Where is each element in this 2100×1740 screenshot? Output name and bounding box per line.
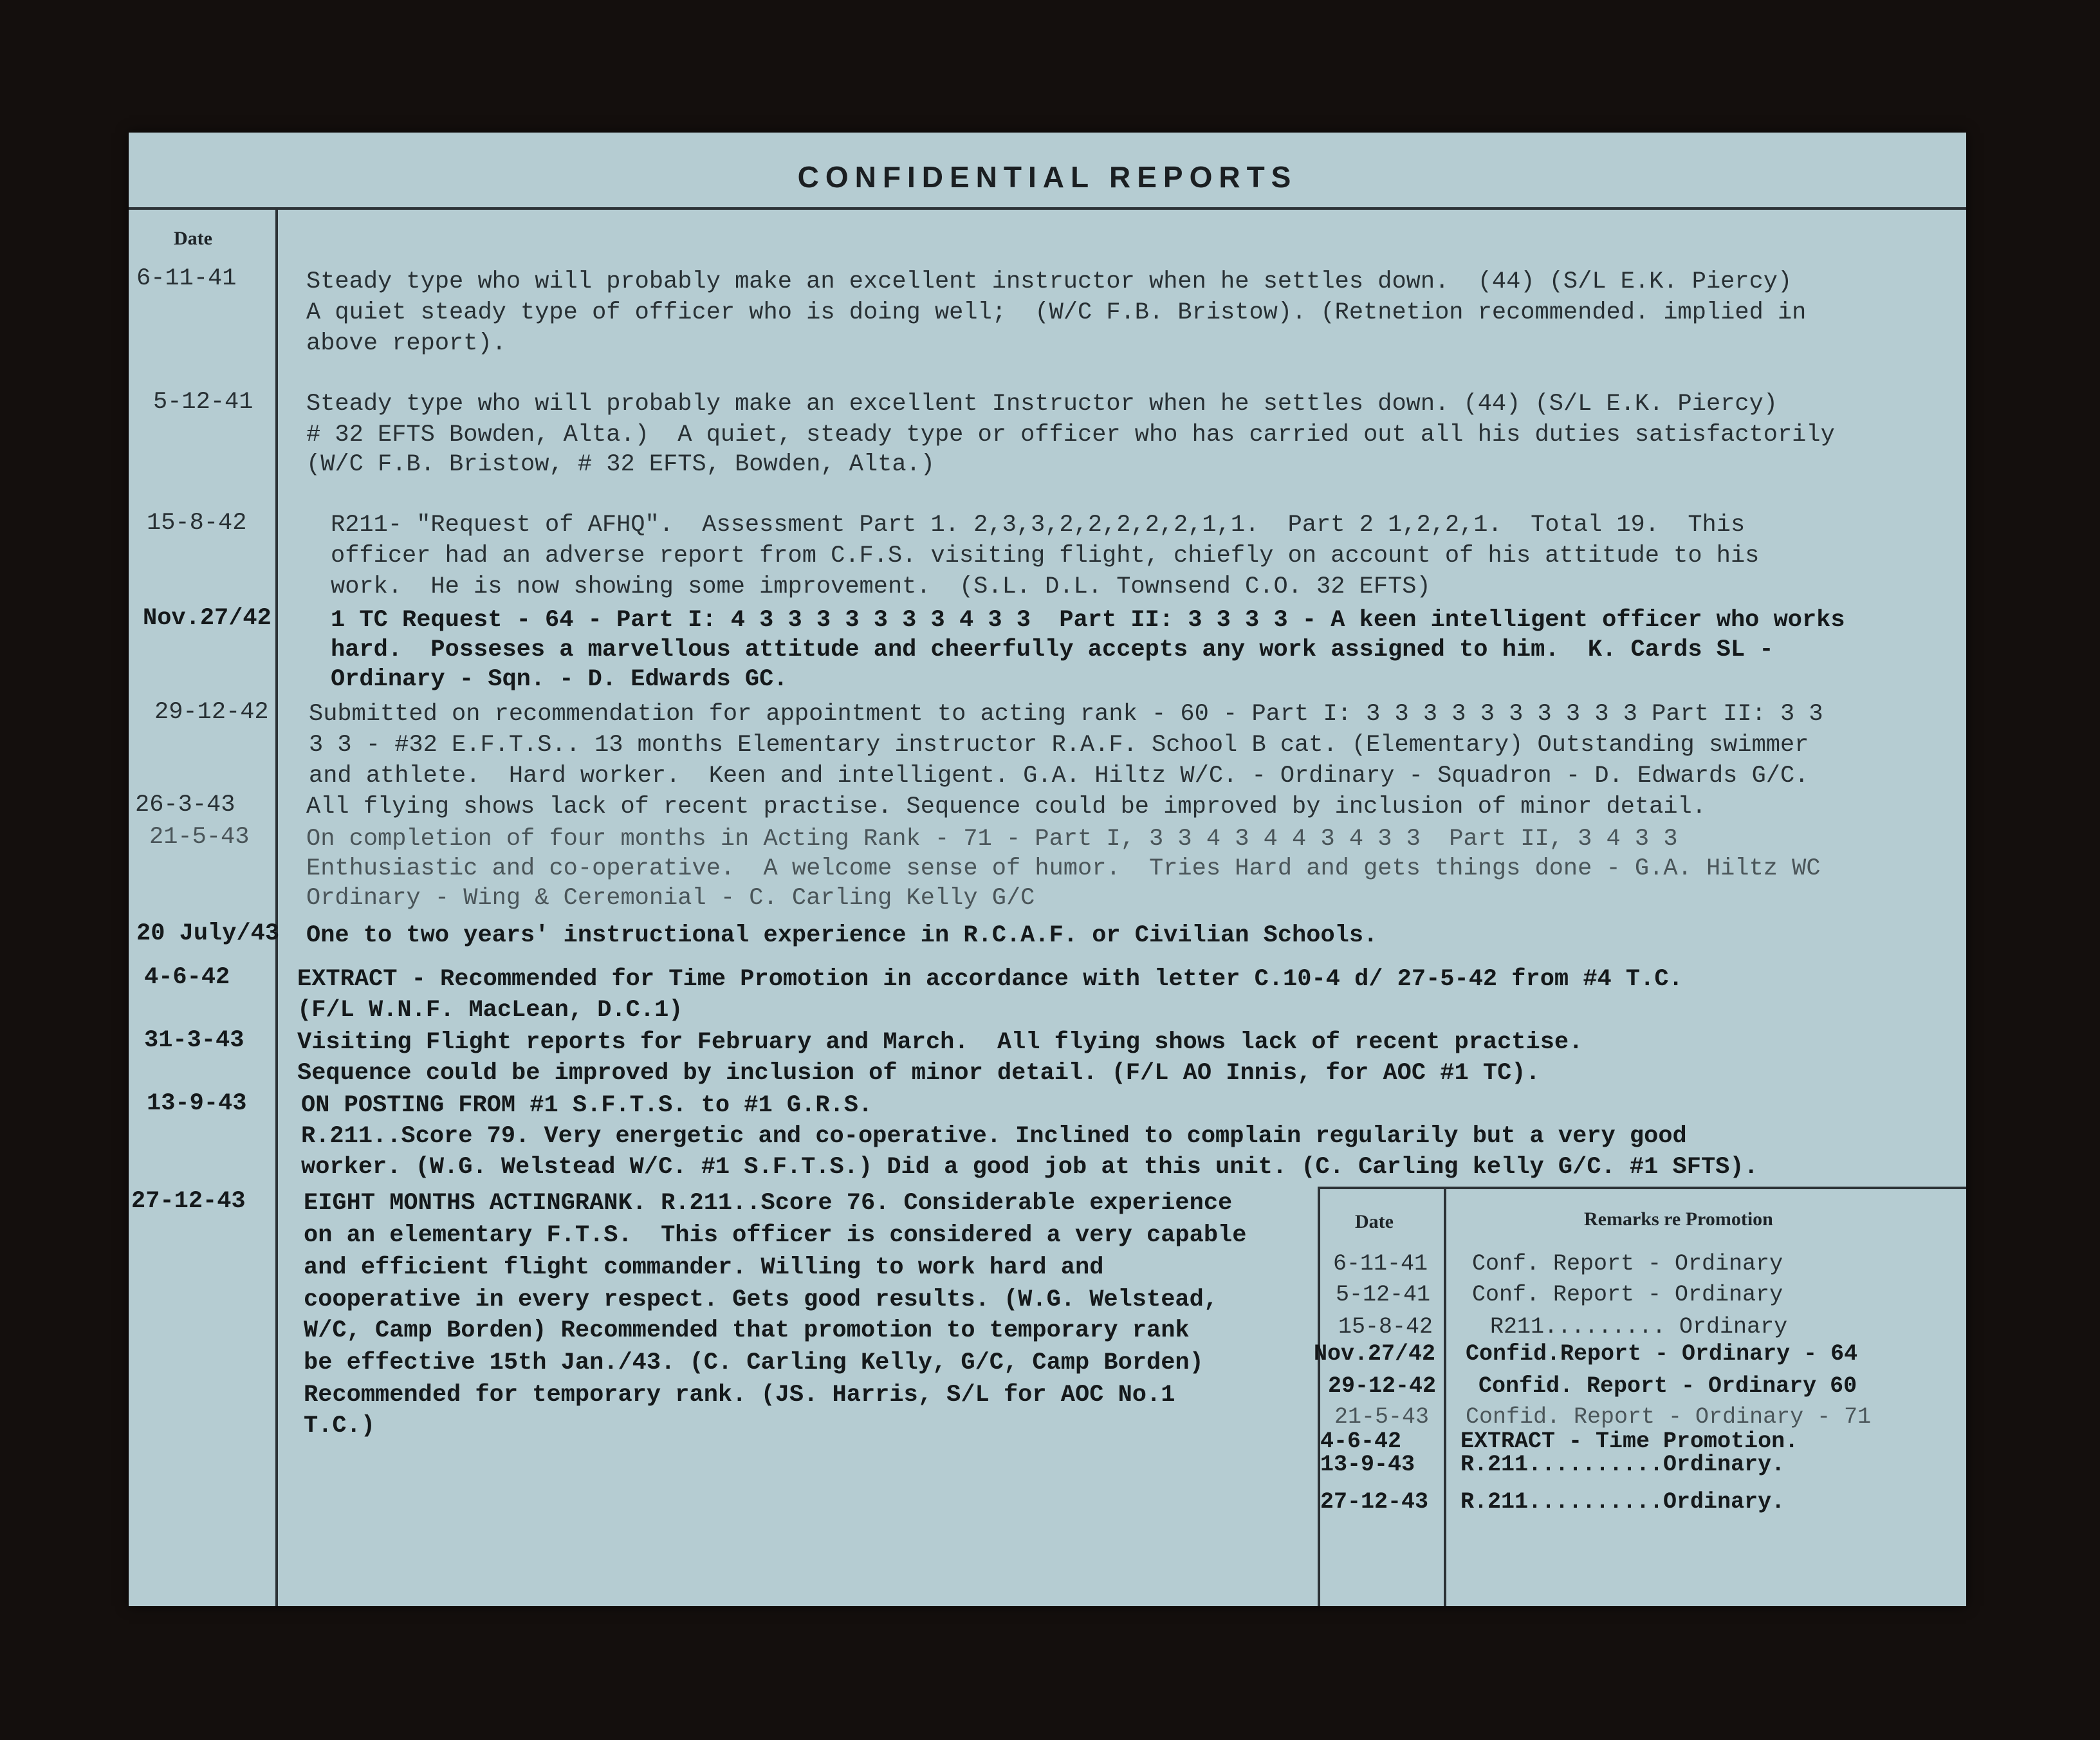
remarks-header: Remarks re Promotion bbox=[1584, 1208, 1773, 1230]
remarks-text: R.211..........Ordinary. bbox=[1460, 1452, 1785, 1477]
remarks-text: R211......... Ordinary bbox=[1490, 1314, 1788, 1340]
date-column-divider bbox=[275, 210, 278, 1606]
header-divider bbox=[129, 207, 1966, 210]
entry-date: Nov.27/42 bbox=[143, 605, 272, 632]
entry-date: 5-12-41 bbox=[153, 389, 253, 416]
entry-line: (F/L W.N.F. MacLean, D.C.1) bbox=[297, 997, 683, 1024]
remarks-date: 6-11-41 bbox=[1333, 1251, 1428, 1277]
entry-line: # 32 EFTS Bowden, Alta.) A quiet, steady type or officer who has carried out all his duties satisfactorily bbox=[306, 421, 1835, 449]
remarks-date-header: Date bbox=[1355, 1211, 1394, 1232]
remarks-date: Nov.27/42 bbox=[1314, 1341, 1436, 1367]
entry-line: hard. Posseses a marvellous attitude and cheerfully accepts any work assigned to him. K. Cards SL - bbox=[331, 636, 1774, 663]
remarks-text: EXTRACT - Time Promotion. bbox=[1460, 1429, 1799, 1454]
entry-line: All flying shows lack of recent practise. Sequence could be improved by inclusion of minor detail. bbox=[306, 793, 1706, 820]
remarks-box-mid-rule bbox=[1444, 1187, 1446, 1606]
entry-line: Submitted on recommendation for appointment to acting rank - 60 - Part I: 3 3 3 3 3 3 3 3 3 3 Part II: 3 3 bbox=[309, 701, 1823, 728]
entry-line: Ordinary - Wing & Ceremonial - C. Carling Kelly G/C bbox=[306, 885, 1035, 912]
entry-line: officer had an adverse report from C.F.S. visiting flight, chiefly on account of his attitude to his bbox=[331, 542, 1760, 569]
entry-date: 29-12-42 bbox=[154, 699, 269, 726]
entry-date: 20 July/43 bbox=[136, 920, 280, 947]
remarks-date: 29-12-42 bbox=[1328, 1373, 1437, 1399]
entry-line: R.211..Score 79. Very energetic and co-operative. Inclined to complain regularily but a very good bbox=[301, 1123, 1687, 1150]
entry-line: and athlete. Hard worker. Keen and intelligent. G.A. Hiltz W/C. - Ordinary - Squadron - D. Edwards G/C. bbox=[309, 763, 1809, 790]
entry-line: Ordinary - Sqn. - D. Edwards GC. bbox=[331, 666, 788, 693]
entry-line: R211- "Request of AFHQ". Assessment Part 1. 2,3,3,2,2,2,2,2,1,1. Part 2 1,2,2,1. Total 19. This bbox=[331, 512, 1745, 539]
remarks-date: 21-5-43 bbox=[1334, 1404, 1430, 1430]
entry-line: on an elementary F.T.S. This officer is considered a very capable bbox=[304, 1222, 1247, 1249]
entry-line: T.C.) bbox=[304, 1412, 376, 1439]
remarks-date: 5-12-41 bbox=[1336, 1282, 1431, 1308]
entry-line: Visiting Flight reports for February and March. All flying shows lack of recent practise. bbox=[297, 1029, 1583, 1056]
date-column-header: Date bbox=[174, 228, 212, 249]
entry-line: A quiet steady type of officer who is doing well; (W/C F.B. Bristow). (Retnetion recommended. implied in bbox=[306, 299, 1807, 326]
entry-date: 4-6-42 bbox=[144, 964, 230, 991]
entry-date: 31-3-43 bbox=[144, 1027, 244, 1054]
entry-date: 6-11-41 bbox=[136, 265, 237, 292]
entry-line: W/C, Camp Borden) Recommended that promotion to temporary rank bbox=[304, 1317, 1190, 1344]
entry-date: 13-9-43 bbox=[147, 1090, 247, 1117]
entry-line: above report). bbox=[306, 330, 506, 357]
entry-line: Recommended for temporary rank. (JS. Harris, S/L for AOC No.1 bbox=[304, 1382, 1175, 1409]
entry-line: cooperative in every respect. Gets good results. (W.G. Welstead, bbox=[304, 1286, 1219, 1313]
entry-date: 21-5-43 bbox=[149, 824, 250, 851]
entry-line: On completion of four months in Acting Rank - 71 - Part I, 3 3 4 3 4 4 3 4 3 3 Part II, 3 4 3 3 bbox=[306, 826, 1678, 853]
page-title: CONFIDENTIAL REPORTS bbox=[797, 160, 1298, 194]
entry-line: ON POSTING FROM #1 S.F.T.S. to #1 G.R.S. bbox=[301, 1092, 873, 1119]
entry-line: 1 TC Request - 64 - Part I: 4 3 3 3 3 3 3 3 4 3 3 Part II: 3 3 3 3 - A keen intelligent officer who works bbox=[331, 607, 1845, 634]
remarks-text: Confid.Report - Ordinary - 64 bbox=[1466, 1341, 1858, 1367]
remarks-text: Confid. Report - Ordinary 60 bbox=[1478, 1373, 1857, 1399]
remarks-text: Confid. Report - Ordinary - 71 bbox=[1466, 1404, 1872, 1430]
report-card bbox=[129, 133, 1966, 1606]
entry-date: 27-12-43 bbox=[131, 1188, 246, 1215]
entry-line: worker. (W.G. Welstead W/C. #1 S.F.T.S.) Did a good job at this unit. (C. Carling kelly G/C. #1 SFTS). bbox=[301, 1154, 1758, 1181]
remarks-text: Conf. Report - Ordinary bbox=[1472, 1282, 1783, 1308]
remarks-box-left-rule bbox=[1318, 1187, 1320, 1606]
entry-line: Steady type who will probably make an excellent instructor when he settles down. (44) (S/L E.K. Piercy) bbox=[306, 268, 1792, 295]
entry-date: 15-8-42 bbox=[147, 510, 247, 537]
entry-line: Sequence could be improved by inclusion of minor detail. (F/L AO Innis, for AOC #1 TC). bbox=[297, 1060, 1540, 1087]
remarks-date: 27-12-43 bbox=[1320, 1489, 1429, 1515]
entry-line: EXTRACT - Recommended for Time Promotion in accordance with letter C.10-4 d/ 27-5-42 from #4 T.C. bbox=[297, 966, 1683, 993]
entry-line: work. He is now showing some improvement. (S.L. D.L. Townsend C.O. 32 EFTS) bbox=[331, 573, 1431, 600]
entry-line: EIGHT MONTHS ACTINGRANK. R.211..Score 76. Considerable experience bbox=[304, 1190, 1233, 1217]
entry-date: 26-3-43 bbox=[135, 791, 235, 819]
remarks-text: Conf. Report - Ordinary bbox=[1472, 1251, 1783, 1277]
entry-line: (W/C F.B. Bristow, # 32 EFTS, Bowden, Alta.) bbox=[306, 451, 935, 478]
entry-line: be effective 15th Jan./43. (C. Carling Kelly, G/C, Camp Borden) bbox=[304, 1349, 1204, 1376]
entry-line: and efficient flight commander. Willing to work hard and bbox=[304, 1254, 1104, 1281]
entry-line: 3 3 - #32 E.F.T.S.. 13 months Elementary instructor R.A.F. School B cat. (Elementary) Outstanding swimmer bbox=[309, 732, 1809, 759]
remarks-text: R.211..........Ordinary. bbox=[1460, 1489, 1785, 1515]
remarks-date: 15-8-42 bbox=[1338, 1314, 1433, 1340]
remarks-date: 4-6-42 bbox=[1320, 1429, 1402, 1454]
remarks-box-border bbox=[1318, 1187, 1966, 1189]
entry-line: One to two years' instructional experience in R.C.A.F. or Civilian Schools. bbox=[306, 922, 1378, 949]
entry-line: Steady type who will probably make an excellent Instructor when he settles down. (44) (S/L E.K. Piercy) bbox=[306, 391, 1778, 418]
remarks-date: 13-9-43 bbox=[1320, 1452, 1415, 1477]
entry-line: Enthusiastic and co-operative. A welcome sense of humor. Tries Hard and gets things done - G.A. Hiltz WC bbox=[306, 855, 1821, 882]
